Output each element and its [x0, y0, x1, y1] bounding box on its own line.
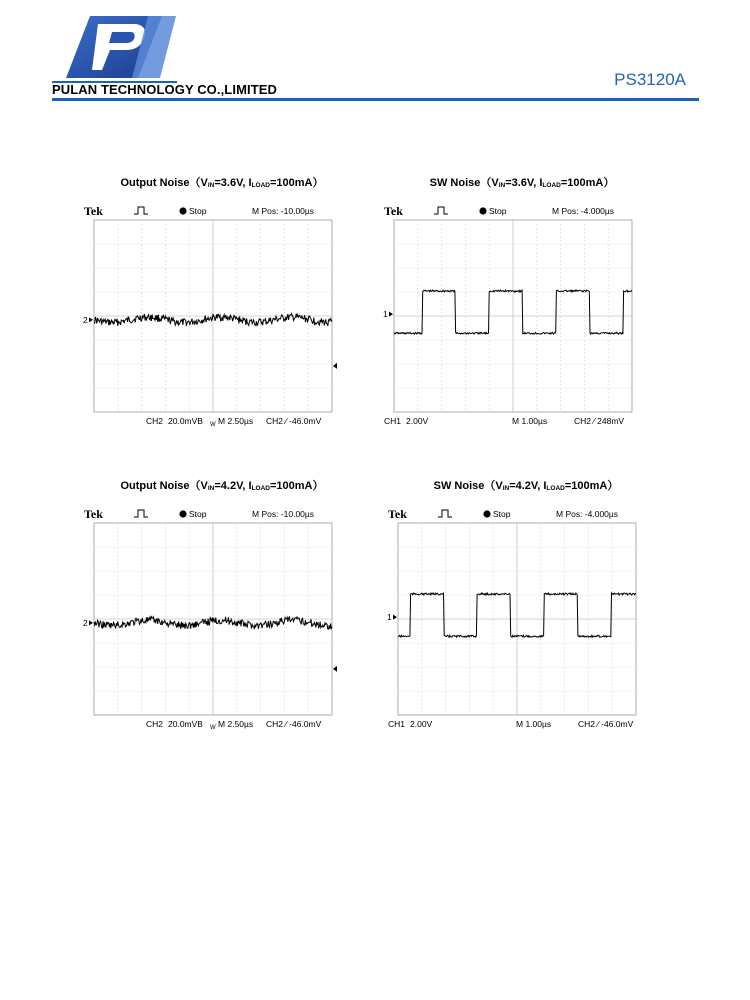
title-subscript: IN	[207, 485, 215, 492]
title-subscript: LOAD	[251, 182, 270, 189]
document-header	[0, 0, 750, 110]
oscilloscope-screenshot	[386, 505, 666, 730]
panel-title	[382, 174, 662, 190]
title-text: =100mA）	[270, 177, 324, 189]
readout-timebase: M 2.50µs	[218, 719, 254, 729]
acquisition-state: Stop	[493, 509, 511, 519]
channel-ground-marker: 2	[83, 314, 88, 325]
run-stop-icon	[479, 207, 486, 214]
title-subscript: IN	[207, 182, 215, 189]
oscilloscope-screenshot	[382, 202, 662, 427]
channel-ground-marker: 1	[387, 612, 392, 623]
title-subscript: LOAD	[251, 485, 270, 492]
title-text: =100mA）	[270, 480, 324, 492]
scope-graticule	[398, 523, 636, 715]
title-text: =100mA）	[564, 480, 619, 492]
horizontal-position: M Pos: -4.000µs	[552, 206, 615, 216]
readout-trigger: CH2 ∕ -46.0mV	[578, 719, 634, 729]
readout-channel: CH1	[384, 416, 402, 426]
title-text: Output Noise（V	[120, 480, 208, 492]
readout-trigger: CH2 ∕ 248mV	[574, 416, 625, 426]
channel-ground-marker: 1	[383, 309, 388, 320]
oscilloscope-screenshot	[82, 202, 362, 427]
acquisition-state: Stop	[489, 206, 507, 216]
oscilloscope-screenshot	[82, 505, 362, 730]
scope-graticule	[394, 220, 632, 412]
acquisition-state: Stop	[189, 509, 207, 519]
horizontal-position: M Pos: -10.00µs	[252, 206, 315, 216]
trigger-pulse-icon	[134, 510, 148, 517]
trigger-level-icon	[333, 363, 337, 369]
part-number: PS3120A	[614, 70, 686, 89]
readout-timebase: M 2.50µs	[218, 416, 254, 426]
readout-channel: CH2	[146, 719, 164, 729]
readout-timebase: M 1.00µs	[512, 416, 548, 426]
scope-brand: Tek	[384, 204, 403, 218]
title-subscript: LOAD	[542, 182, 561, 189]
panel-title	[82, 477, 362, 493]
run-stop-icon	[179, 510, 186, 517]
readout-trigger: CH2 ∕ -46.0mV	[266, 416, 322, 426]
channel-arrow-icon	[89, 317, 93, 322]
title-text: SW Noise（V	[429, 177, 499, 189]
horizontal-position: M Pos: -4.000µs	[556, 509, 619, 519]
title-text: SW Noise（V	[433, 480, 503, 492]
title-text: =100mA）	[560, 177, 615, 189]
title-text: =4.2V, I	[214, 480, 252, 492]
channel-arrow-icon	[393, 615, 397, 620]
readout-scale: 2.00V	[406, 416, 429, 426]
title-text: =3.6V, I	[505, 177, 543, 189]
channel-ground-marker: 2	[83, 617, 88, 628]
panel-title	[386, 477, 666, 493]
readout-channel: CH2	[146, 416, 164, 426]
readout-bandwidth: W	[210, 422, 216, 427]
horizontal-position: M Pos: -10.00µs	[252, 509, 315, 519]
readout-scale: 20.0mVB	[168, 416, 203, 426]
channel-arrow-icon	[89, 620, 93, 625]
readout-channel: CH1	[388, 719, 406, 729]
trigger-pulse-icon	[434, 207, 448, 214]
title-subscript: IN	[498, 182, 506, 189]
panel-title	[82, 174, 362, 190]
header-divider	[52, 98, 699, 101]
run-stop-icon	[483, 510, 490, 517]
readout-timebase: M 1.00µs	[516, 719, 552, 729]
scope-brand: Tek	[388, 507, 407, 521]
company-name: PULAN TECHNOLOGY CO.,LIMITED	[52, 82, 278, 97]
trigger-level-icon	[333, 666, 337, 672]
title-text: Output Noise（V	[120, 177, 208, 189]
scope-brand: Tek	[84, 507, 103, 521]
acquisition-state: Stop	[189, 206, 207, 216]
readout-bandwidth: W	[210, 725, 216, 730]
pulan-p-logo-icon	[52, 12, 177, 87]
title-text: =4.2V, I	[509, 480, 547, 492]
readout-scale: 2.00V	[410, 719, 433, 729]
readout-scale: 20.0mVB	[168, 719, 203, 729]
trigger-pulse-icon	[438, 510, 452, 517]
channel-arrow-icon	[389, 312, 393, 317]
title-subscript: IN	[502, 485, 510, 492]
title-subscript: LOAD	[546, 485, 565, 492]
title-text: =3.6V, I	[214, 177, 252, 189]
run-stop-icon	[179, 207, 186, 214]
trigger-pulse-icon	[134, 207, 148, 214]
scope-brand: Tek	[84, 204, 103, 218]
readout-trigger: CH2 ∕ -46.0mV	[266, 719, 322, 729]
